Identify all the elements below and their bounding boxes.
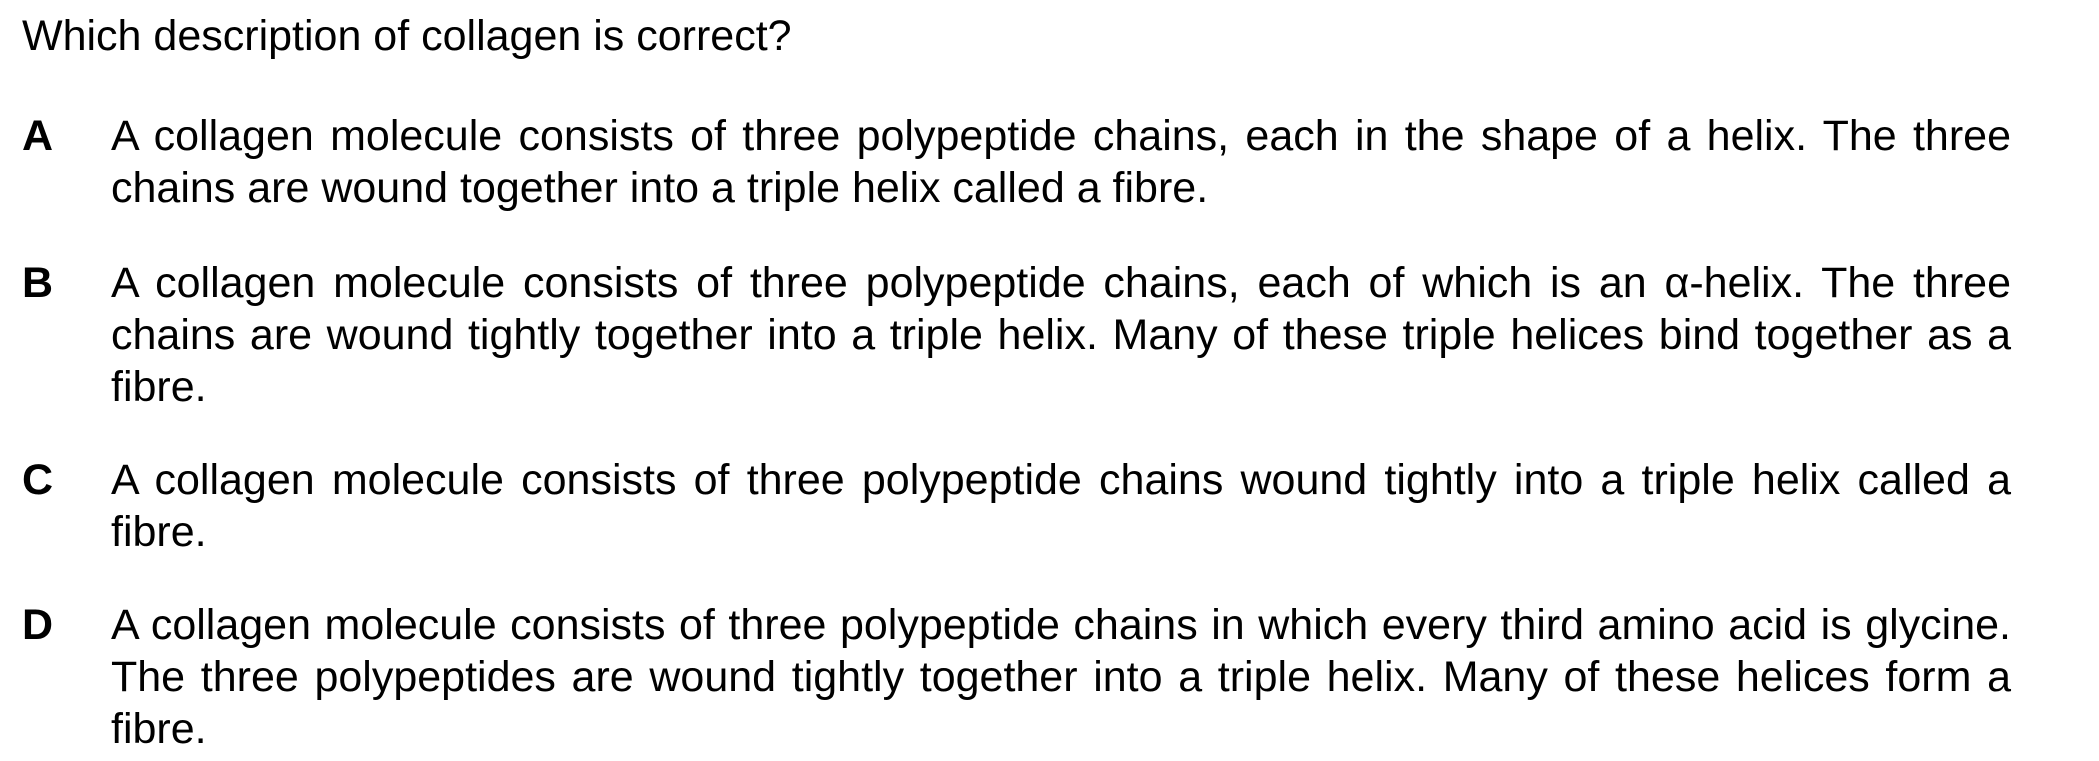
option-letter: D (22, 601, 54, 649)
option-letter: A (22, 112, 54, 160)
option-letter: B (22, 259, 54, 307)
option-text: A collagen molecule consists of three polypeptide chains, each of which is an α-helix. The three chains are wound tightly together into a triple helix. Many of these triple helices bind together as a fibre. (111, 259, 2011, 411)
option-text: A collagen molecule consists of three polypeptide chains wound tightly into a triple helix called a fibre. (111, 456, 2011, 556)
option-text: A collagen molecule consists of three polypeptide chains, each in the shape of a helix. The three chains are wound together into a triple helix called a fibre. (111, 112, 2011, 212)
option-text: A collagen molecule consists of three polypeptide chains in which every third amino acid is glycine. The three polypeptides are wound tightly together into a triple helix. Many of these helices form a fibre. (111, 601, 2011, 753)
question-stem: Which description of collagen is correct? (22, 12, 792, 60)
option-letter: C (22, 456, 54, 504)
